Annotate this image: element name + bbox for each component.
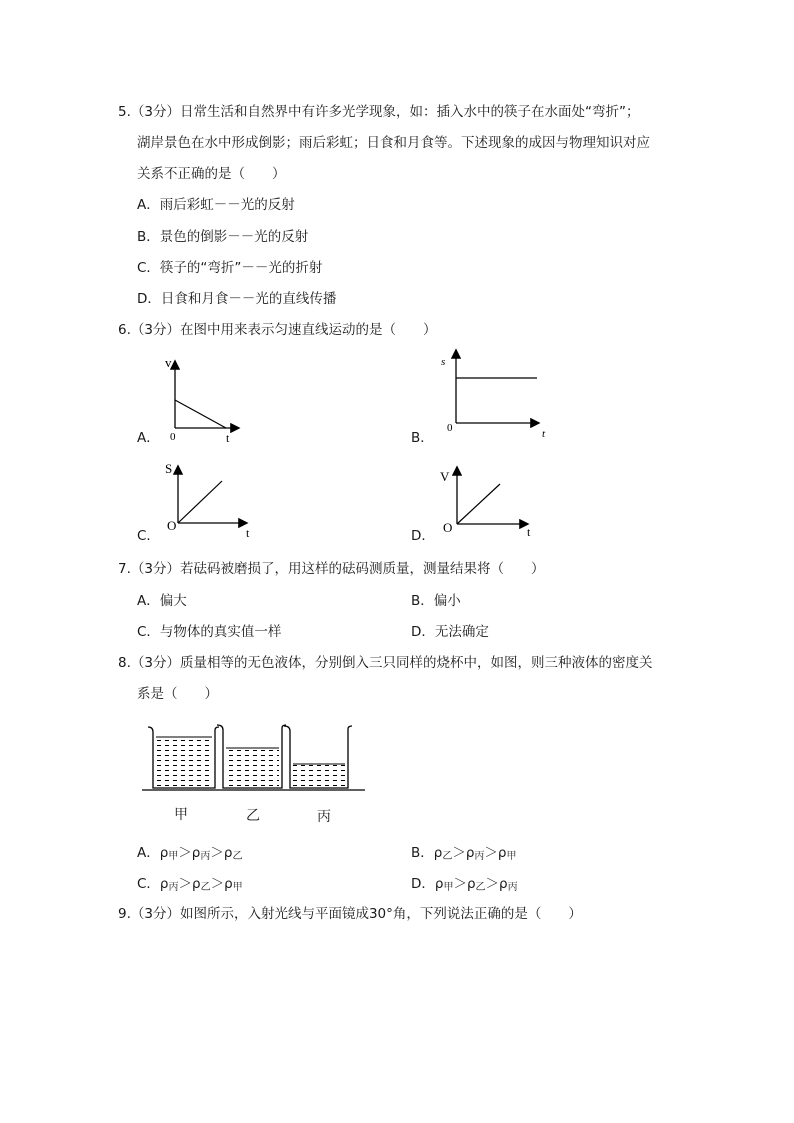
beaker-yi xyxy=(217,725,286,788)
q8-stem-line-1: 8.（3分）质量相等的无色液体，分别倒入三只同样的烧杯中，如图，则三种液体的密度关 xyxy=(118,655,653,671)
q6-option-b: B． xyxy=(411,430,434,446)
q5-stem-line-3: 关系不正确的是（ ） xyxy=(137,166,286,182)
beaker-label-bing: 丙 xyxy=(317,809,331,825)
beaker-jia-liquid xyxy=(156,737,212,788)
graph-b-origin: 0 xyxy=(447,422,453,434)
q5-option-c: C．筷子的“弯折”－－光的折射 xyxy=(137,260,323,276)
q6-graph-c xyxy=(160,457,260,542)
graph-c-origin: O xyxy=(167,518,177,533)
graph-d-y-label: V xyxy=(440,469,450,484)
q8-beakers-figure xyxy=(140,718,370,796)
graph-d-origin: O xyxy=(443,520,453,535)
beaker-label-yi: 乙 xyxy=(246,808,260,824)
q7-option-b: B．偏小 xyxy=(411,593,461,609)
q7-stem: 7.（3分）若砝码被磨损了，用这样的砝码测质量，测量结果将（ ） xyxy=(118,561,545,577)
graph-d-x-label: t xyxy=(527,525,531,539)
q6-stem: 6.（3分）在图中用来表示匀速直线运动的是（ ） xyxy=(118,322,437,338)
q8-option-b: B．$\rho_乙>\rho_丙>\rho_甲$ xyxy=(411,845,517,862)
q7-option-c: C．与物体的真实值一样 xyxy=(137,624,282,640)
beaker-jia xyxy=(148,727,219,788)
q6-graph-d xyxy=(435,462,540,542)
graph-c-line xyxy=(178,481,222,523)
q8-option-d: D．$\rho_甲>\rho_乙>\rho_丙$ xyxy=(411,876,518,893)
q6-graph-a xyxy=(160,352,250,447)
q9-stem: 9.（3分）如图所示，入射光线与平面镜成30°角，下列说法正确的是（ ） xyxy=(118,906,582,922)
q8-stem-line-2: 系是（ ） xyxy=(137,686,218,702)
graph-b-y-label: s xyxy=(441,356,446,368)
q6-option-a: A． xyxy=(137,430,160,446)
beaker-label-jia: 甲 xyxy=(174,807,188,823)
graph-a-line xyxy=(175,400,226,428)
graph-b-x-label: t xyxy=(542,428,546,440)
q6-graph-b xyxy=(435,345,555,440)
q5-stem-line-1: 5.（3分）日常生活和自然界中有许多光学现象，如：插入水中的筷子在水面处“弯折”； xyxy=(118,104,640,120)
graph-d-line xyxy=(457,484,500,524)
q5-option-a: A．雨后彩虹－－光的反射 xyxy=(137,197,295,213)
graph-a-origin: 0 xyxy=(170,431,176,443)
q5-stem-line-2: 湖岸景色在水中形成倒影；雨后彩虹；日食和月食等。下述现象的成因与物理知识对应 xyxy=(137,135,650,151)
beaker-bing xyxy=(284,726,352,788)
graph-a-y-label: v xyxy=(165,355,172,370)
graph-c-y-label: S xyxy=(165,461,173,476)
q6-option-d: D． xyxy=(411,528,435,544)
q5-option-d: D．日食和月食－－光的直线传播 xyxy=(137,291,337,307)
beaker-bing-liquid xyxy=(293,764,345,788)
q7-option-d: D．无法确定 xyxy=(411,624,489,640)
q8-option-c: C．$\rho_丙>\rho_乙>\rho_甲$ xyxy=(137,876,243,893)
graph-c-x-label: t xyxy=(246,526,250,540)
q6-option-c: C． xyxy=(137,528,160,544)
q5-option-b: B．景色的倒影－－光的反射 xyxy=(137,229,309,245)
beaker-yi-liquid xyxy=(226,748,279,788)
q7-option-a: A．偏大 xyxy=(137,593,187,609)
q8-option-a: A．$\rho_甲>\rho_丙>\rho_乙$ xyxy=(137,845,243,862)
graph-a-x-label: t xyxy=(226,431,230,445)
